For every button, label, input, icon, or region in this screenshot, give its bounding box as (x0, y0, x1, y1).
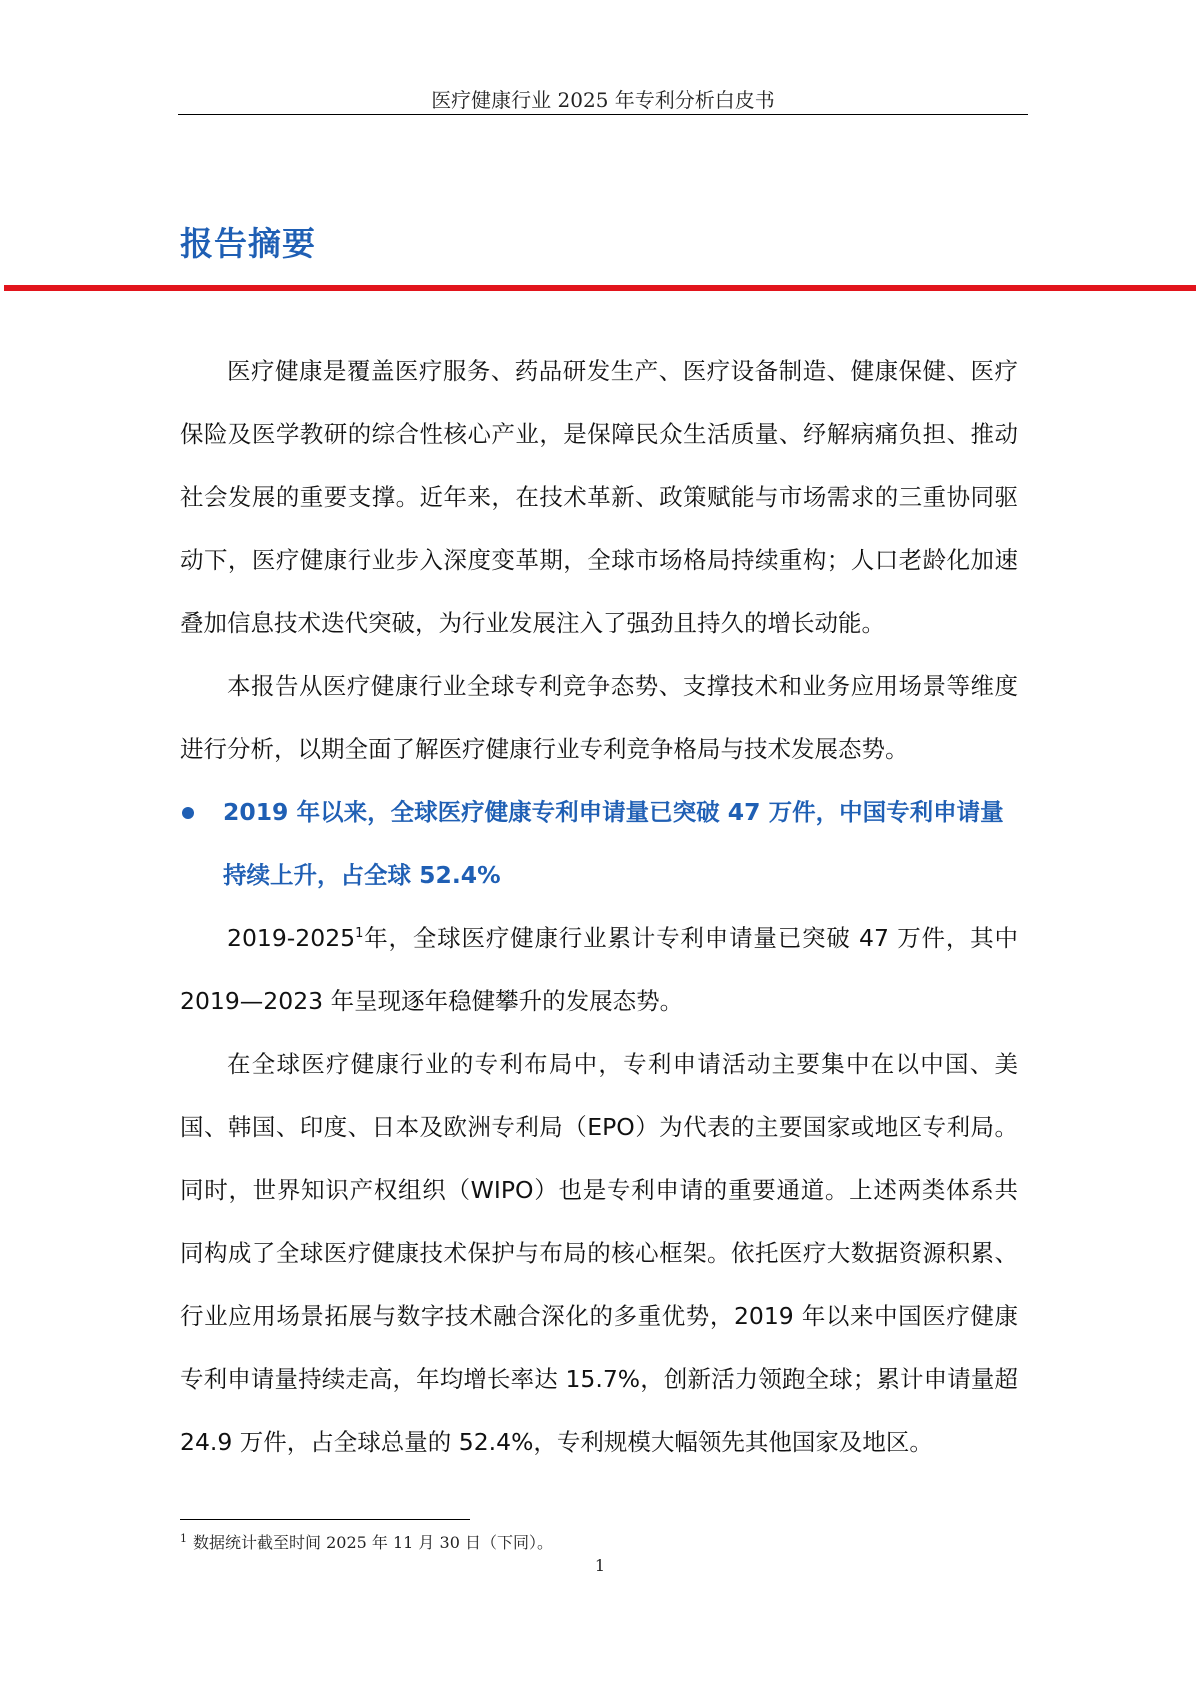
header-title: 医疗健康行业 2025 年专利分析白皮书 (431, 88, 775, 112)
footnote (180, 1530, 553, 1553)
header-divider (178, 114, 1028, 115)
footnote-divider (180, 1519, 470, 1520)
highlight-text: 2019 年以来，全球医疗健康专利申请量已突破 47 万件，中国专利申请量持续上升，占全球 52.4% (223, 798, 1004, 889)
main-content (180, 340, 1018, 1474)
trend-text: 年，全球医疗健康行业累计专利申请量已突破 47 万件，其中2019—2023 年呈现逐年稳健攀升的发展态势。 (180, 924, 1018, 1015)
paragraph-intro: 医疗健康是覆盖医疗服务、药品研发生产、医疗设备制造、健康保健、医疗保险及医学教研的综合性核心产业，是保障民众生活质量、纾解病痛负担、推动社会发展的重要支撑。近年来，在技术革新、政策赋能与市场需求的三重协同驱动下，医疗健康行业步入深度变革期，全球市场格局持续重构；人口老龄化加速叠加信息技术迭代突破，为行业发展注入了强劲且持久的增长动能。 (180, 357, 1018, 637)
page-number: 1 (594, 1556, 606, 1575)
bullet-dot-icon (182, 807, 194, 819)
footnote-mark: 1 (180, 1531, 187, 1545)
paragraph-trend (180, 907, 1018, 1033)
footnote-reference[interactable]: 1 (355, 926, 364, 942)
footnote-text: 数据统计截至时间 2025 年 11 月 30 日（下同）。 (193, 1533, 553, 1552)
paragraph-scope: 本报告从医疗健康行业全球专利竞争态势、支撑技术和业务应用场景等维度进行分析，以期全面了解医疗健康行业专利竞争格局与技术发展态势。 (180, 672, 1018, 763)
section-divider (4, 285, 1196, 291)
paragraph-distribution: 在全球医疗健康行业的专利布局中，专利申请活动主要集中在以中国、美国、韩国、印度、日本及欧洲专利局（EPO）为代表的主要国家或地区专利局。同时，世界知识产权组织（WIPO）也是专利申请的重要通道。上述两类体系共同构成了全球医疗健康技术保护与布局的核心框架。依托医疗大数据资源积累、行业应用场景拓展与数字技术融合深化的多重优势，2019 年以来中国医疗健康专利申请量持续走高，年均增长率达 15.7%，创新活力领跑全球；累计申请量超 24.9 万件，占全球总量的 52.4%，专利规模大幅领先其他国家及地区。 (180, 1050, 1018, 1456)
trend-years: 2019-2025 (227, 924, 356, 952)
highlight-bullet (180, 781, 1018, 907)
section-title: 报告摘要 (180, 224, 316, 263)
